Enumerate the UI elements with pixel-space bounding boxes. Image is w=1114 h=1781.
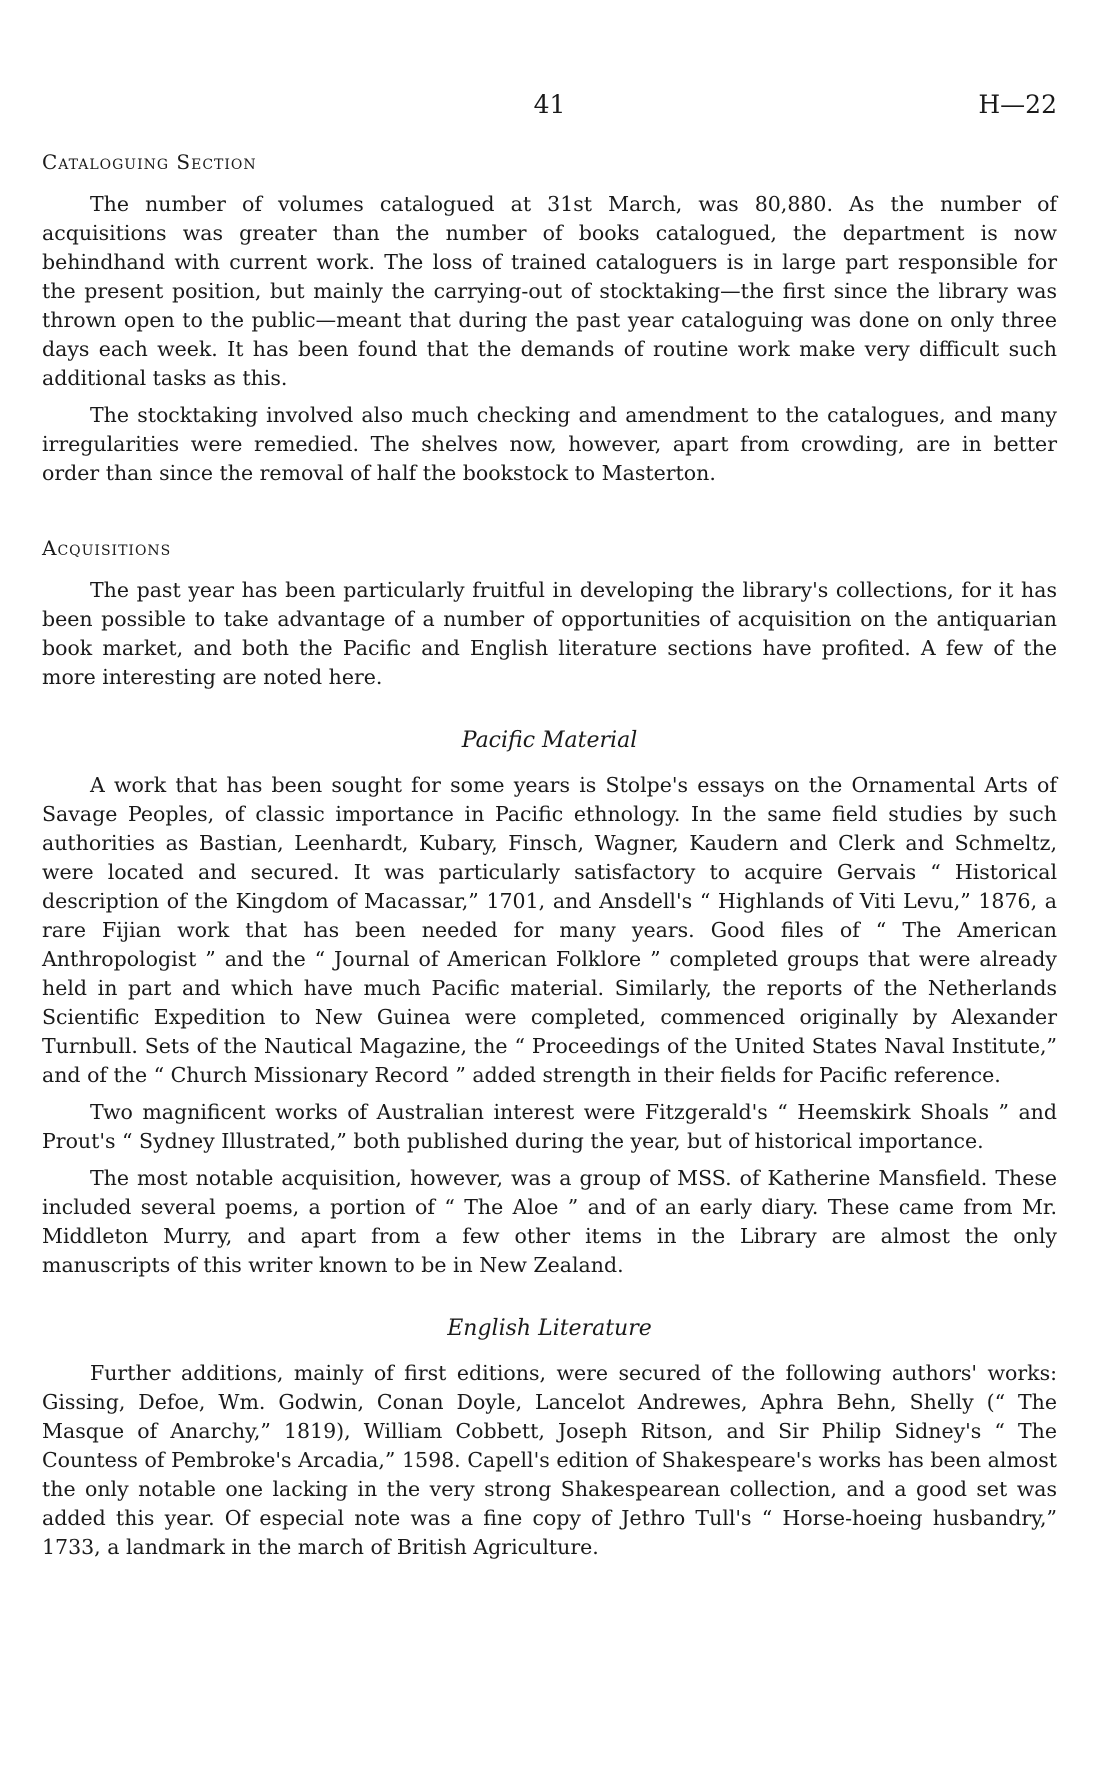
paragraph: Further additions, mainly of first editions, were secured of the following authors' works: Gissing, Defoe, Wm. Godwin, Conan Doyle, Lancelot Andrewes, Aphra Behn, Shelly (“ The Masque of Anarchy,” 1819), William Cobbett, Joseph Ritson, and Sir Philip Sidney's “ The Countess of Pembroke's Arcadia,” 1598. Capell's edition of Shakespeare's works has been almost the only notable one lacking in the very strong Shakespearean collection, and a good set was added this year. Of especial note was a fine copy of Jethro Tull's “ Horse-hoeing husbandry,” 1733, a landmark in the march of British Agriculture. bbox=[42, 1361, 1057, 1559]
paragraph: The past year has been particularly fruitful in developing the library's collections, for it has been possible to take advantage of a number of opportunities of acquisition on the antiquarian book market, and both the Pacific and English literature sections have profited. A few of the more interesting are noted here. bbox=[42, 578, 1057, 689]
subsection-pacific-material bbox=[42, 728, 1057, 1280]
subsection-heading: English Literature bbox=[447, 1316, 652, 1341]
subsection-english-literature bbox=[42, 1316, 1057, 1562]
page-header bbox=[42, 90, 1057, 130]
section-heading: Acquisitions bbox=[42, 536, 172, 560]
document-page bbox=[42, 0, 1057, 1781]
paragraph: Two magnificent works of Australian interest were Fitzgerald's “ Heemskirk Shoals ” and Prout's “ Sydney Illustrated,” both published during the year, but of historical importance. bbox=[42, 1100, 1057, 1153]
subsection-heading: Pacific Material bbox=[461, 728, 638, 753]
paragraph: The number of volumes catalogued at 31st March, was 80,880. As the number of acquisitions was greater than the number of books catalogued, the department is now behindhand with current work. The loss of trained cataloguers is in large part responsible for the present position, but mainly the carrying-out of stocktaking—the first since the library was thrown open to the public—meant that during the past year cataloguing was done on only three days each week. It has been found that the demands of routine work make very difficult such additional tasks as this. bbox=[42, 192, 1057, 390]
section-acquisitions bbox=[42, 536, 1057, 1562]
section-heading: Cataloguing Section bbox=[42, 150, 257, 174]
paragraph: A work that has been sought for some years is Stolpe's essays on the Ornamental Arts of Savage Peoples, of classic importance in Pacific ethnology. In the same field studies by such authorities as Bastian, Leenhardt, Kubary, Finsch, Wagner, Kaudern and Clerk and Schmeltz, were located and secured. It was particularly satisfactory to acquire Gervais “ Historical description of the Kingdom of Macassar,” 1701, and Ansdell's “ Highlands of Viti Levu,” 1876, a rare Fijian work that has been needed for many years. Good files of “ The American Anthropologist ” and the “ Journal of American Folklore ” completed groups that were already held in part and which have much Pacific material. Similarly, the reports of the Netherlands Scientific Expedition to New Guinea were completed, commenced originally by Alexander Turnbull. Sets of the Nautical Magazine, the “ Proceedings of the United States Naval Institute,” and of the “ Church Missionary Record ” added strength in their fields for Pacific reference. bbox=[42, 773, 1057, 1087]
paragraph: The most notable acquisition, however, was a group of MSS. of Katherine Mansfield. These included several poems, a portion of “ The Aloe ” and of an early diary. These came from Mr. Middleton Murry, and apart from a few other items in the Library are almost the only manuscripts of this writer known to be in New Zealand. bbox=[42, 1166, 1057, 1277]
document-reference: H—22 bbox=[978, 90, 1057, 119]
section-cataloguing bbox=[42, 150, 1057, 488]
page-number: 41 bbox=[533, 90, 566, 119]
paragraph: The stocktaking involved also much checking and amendment to the catalogues, and many irregularities were remedied. The shelves now, however, apart from crowding, are in better order than since the removal of half the bookstock to Masterton. bbox=[42, 403, 1057, 485]
page-content bbox=[42, 150, 1057, 1570]
